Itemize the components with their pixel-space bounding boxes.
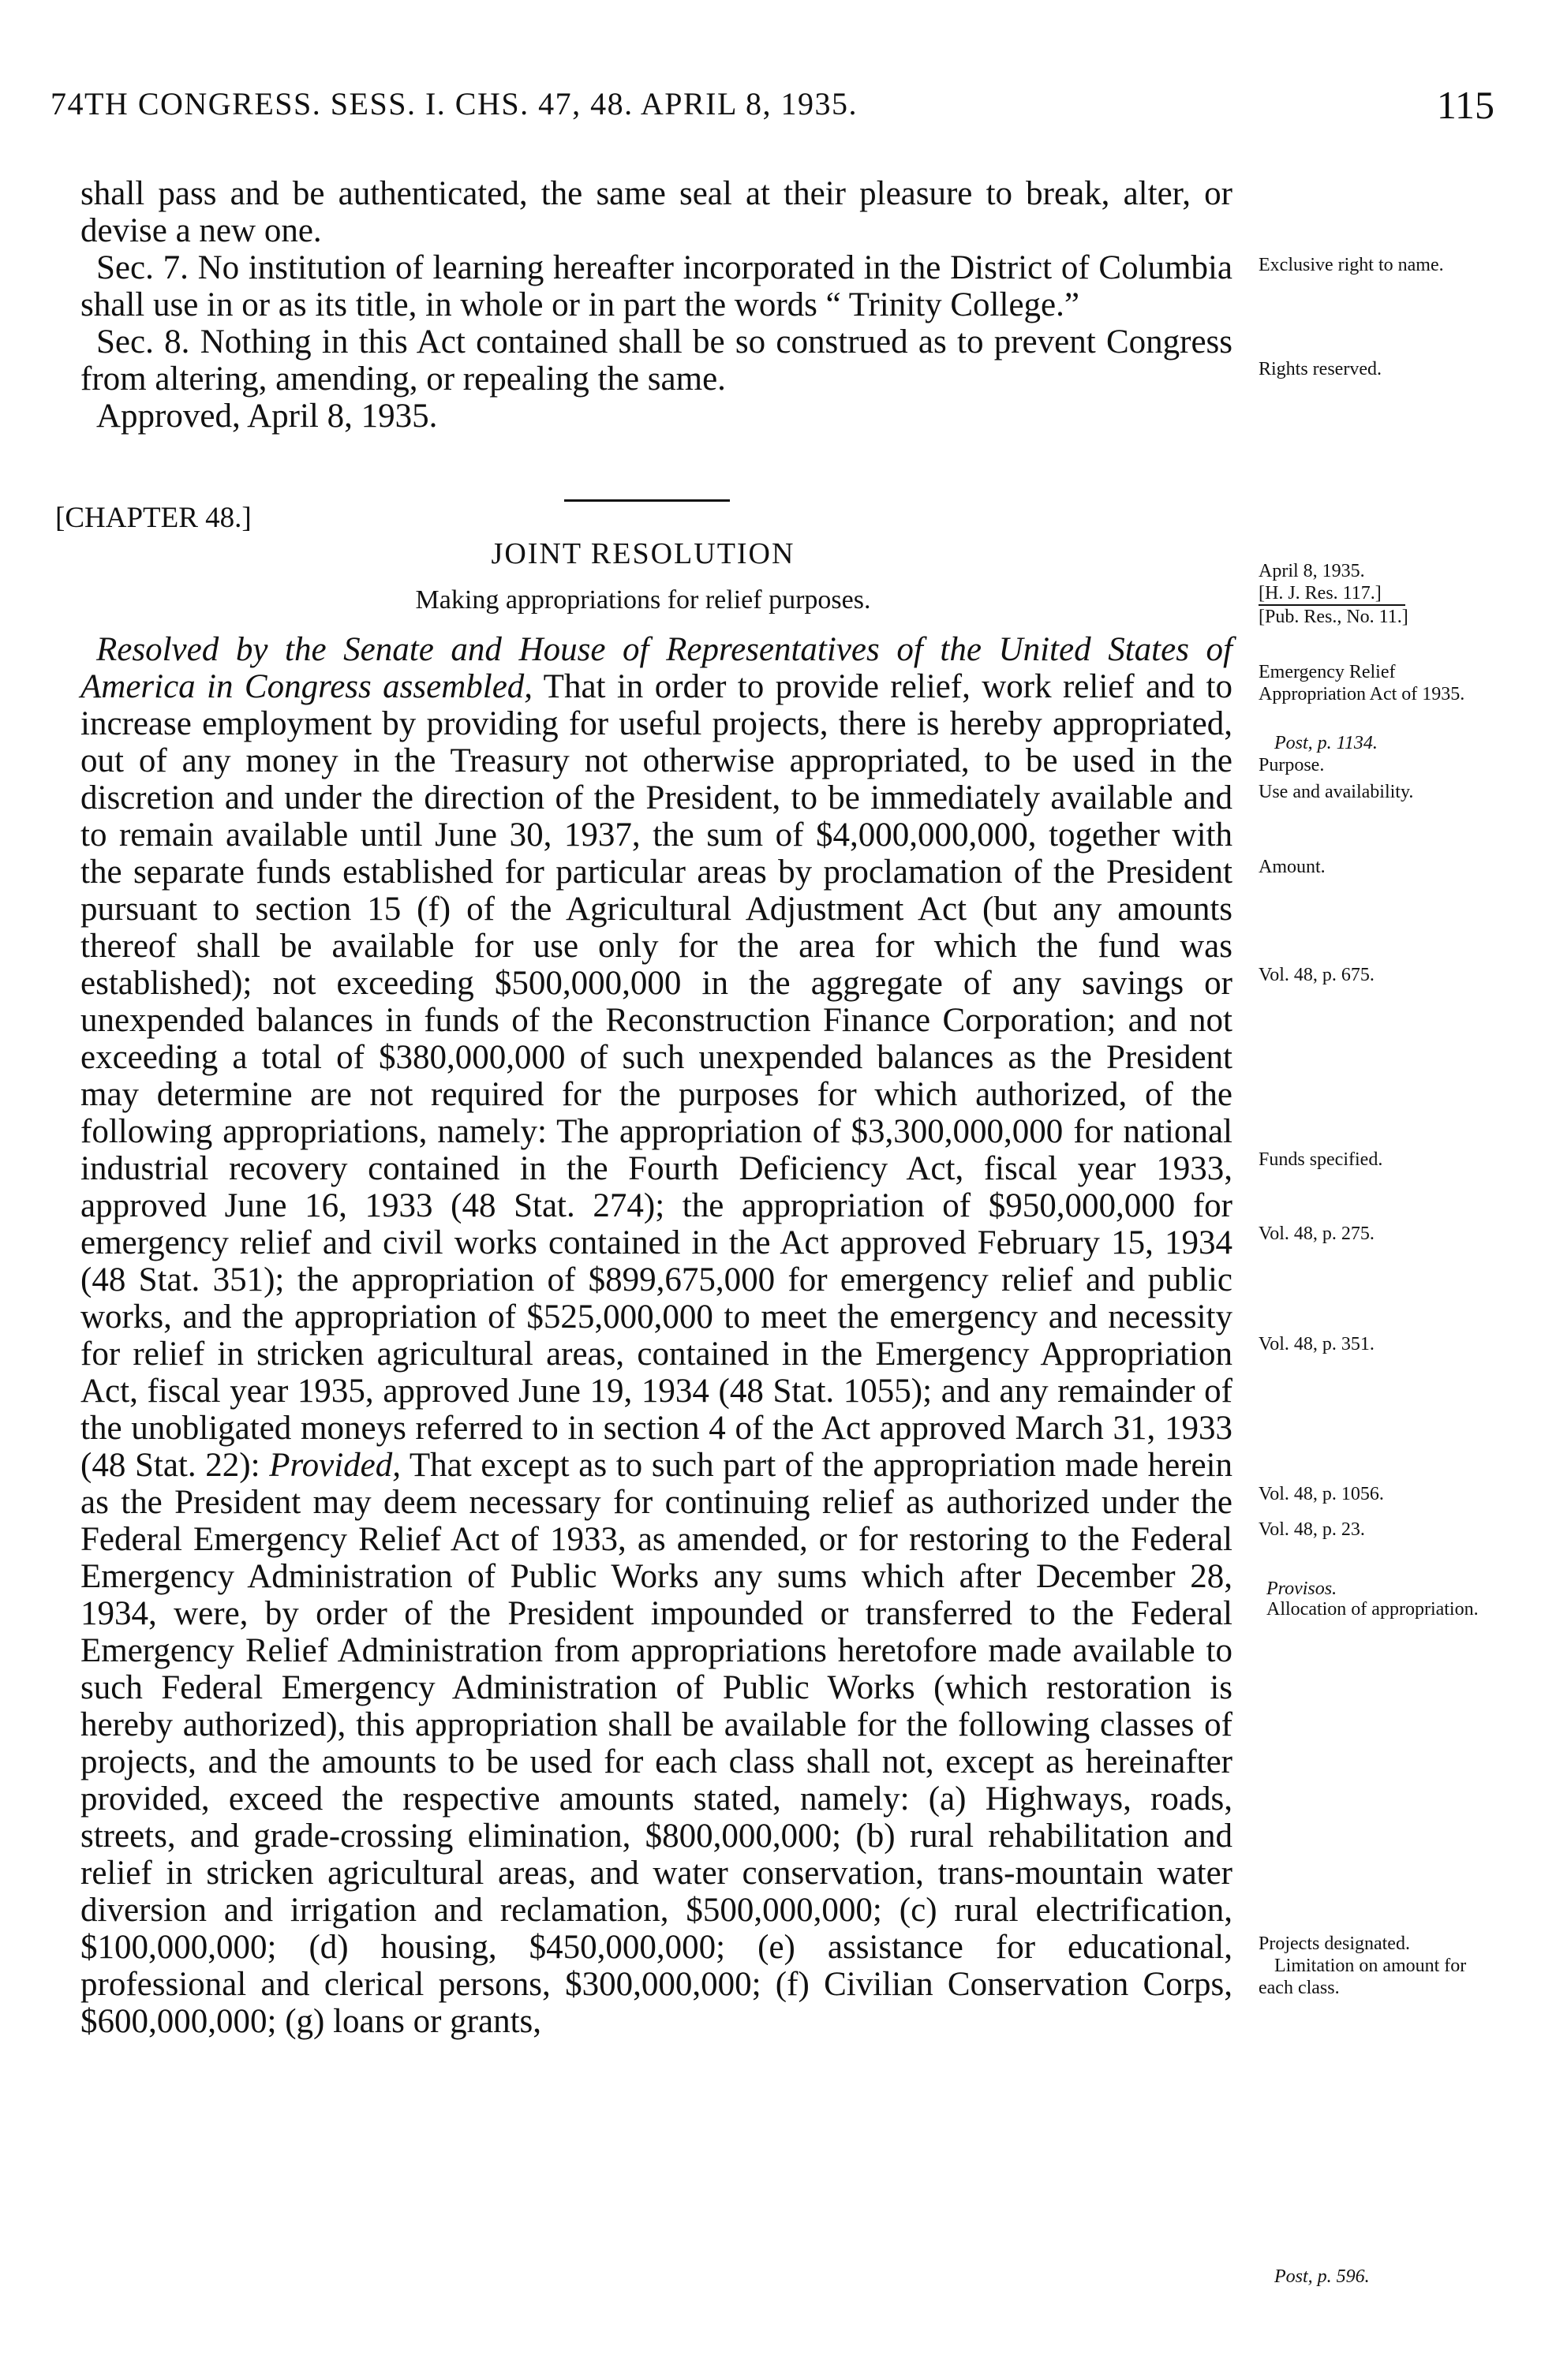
section-7-text: No institution of learning hereafter incorporated in the District of Columbia shall use in or as its title, in whole or in part the words “ Trinity College.” (80, 249, 1232, 323)
resolution-paragraph (80, 631, 1232, 2040)
section-8-text: Nothing in this Act contained shall be so construed as to prevent Congress from altering, amending, or repealing the same. (80, 323, 1233, 398)
margin-note-post-1134: Post, p. 1134. (1274, 733, 1378, 753)
page-number: 115 (1436, 83, 1494, 127)
section-7 (80, 249, 1232, 323)
resolution-date: April 8, 1935. (1259, 561, 1365, 581)
section-divider (564, 499, 730, 502)
margin-note-projects-designated: Projects designated. (1259, 1934, 1410, 1954)
joint-resolution-subtitle: Making appropriations for relief purposes. (415, 585, 871, 615)
margin-note-allocation: Allocation of appropriation. (1266, 1599, 1479, 1620)
provided-word: Provided, (269, 1447, 402, 1484)
margin-note-funds-specified: Funds specified. (1259, 1149, 1383, 1170)
running-head-title: 74TH CONGRESS. SESS. I. CHS. 47, 48. APRIL 8, 1935. (50, 86, 858, 121)
resolution-date-block (1259, 560, 1495, 628)
approved-line: Approved, April 8, 1935. (96, 398, 438, 435)
chapter47-continuation (80, 175, 1232, 435)
enacting-clause: Resolved by the Senate and House of Representatives of the United States of America in Congress assembled, (80, 631, 1232, 705)
running-header (50, 85, 1494, 140)
hj-res-number: [H. J. Res. 117.] (1259, 582, 1405, 606)
margin-note-post-596: Post, p. 596. (1274, 2266, 1370, 2287)
section-8-label: Sec. 8. (96, 323, 190, 361)
margin-note-vol48-23: Vol. 48, p. 23. (1259, 1519, 1365, 1540)
body-text-1: That in order to provide relief, work relief and to increase employment by providing for useful projects, there is hereby appropriated, out of any money in the Treasury not otherwise appropriated, to be used in the discretion and under the direction of the President, to be immediately available and to remain available until June 30, 1937, the sum of $4,000,000,000, together with the separate funds established for particular areas by proclamation of the President pursuant to section 15 (f) of the Agricultural Adjustment Act (but any amounts thereof shall be available for use only for the area for which the fund was established); not exceeding $500,000,000 in the aggregate of any savings or unexpended balances in funds of the Reconstruction Finance Corporation; and not exceeding a total of $380,000,000 of such unexpended balances as the President may determine are not required for the purposes for which authorized, of the following appropriations, namely: The appropriation of $3,300,000,000 for national industrial recovery contained in the Fourth Deficiency Act, fiscal year 1933, approved June 16, 1933 (48 Stat. 274); the appropriation of $950,000,000 for emergency relief and civil works contained in the Act approved February 15, 1934 (48 Stat. 351); the appropriation of $899,675,000 for emergency relief and public works, and the appropriation of $525,000,000 to meet the emergency and necessity for relief in stricken agricultural areas, contained in the Emergency Appropriation Act, fiscal year 1935, approved June 19, 1934 (48 Stat. 1055); and any remainder of the unobligated moneys referred to in section 4 of the Act approved March 31, 1933 (48 Stat. 22): (80, 668, 1232, 1484)
margin-note-purpose: Purpose. (1259, 755, 1325, 775)
resolution-body (80, 631, 1232, 2040)
margin-note-emergency-relief: Emergency Relief Appropriation Act of 1935. (1259, 662, 1465, 704)
joint-resolution-title: JOINT RESOLUTION (491, 537, 795, 570)
margin-note-vol48-1056: Vol. 48, p. 1056. (1259, 1484, 1384, 1504)
margin-note-exclusive-right: Exclusive right to name. (1259, 255, 1444, 275)
margin-note-vol48-675: Vol. 48, p. 675. (1259, 965, 1375, 985)
section-8 (80, 323, 1232, 398)
margin-note-amount: Amount. (1259, 857, 1326, 877)
margin-note-vol48-351: Vol. 48, p. 351. (1259, 1334, 1375, 1354)
pub-res-number: [Pub. Res., No. 11.] (1259, 607, 1408, 627)
section-7-label: Sec. 7. (96, 249, 189, 286)
margin-note-provisos: Provisos. (1266, 1579, 1337, 1599)
margin-note-limitation: Limitation on amount for each class. (1259, 1956, 1467, 1998)
margin-note-use-availability: Use and availability. (1259, 782, 1414, 802)
body-text-2: That except as to such part of the appropriation made herein as the President may deem necessary for continuing relief as authorized under the Federal Emergency Relief Act of 1933, as amended, or for restoring to the Federal Emergency Administration of Public Works any sums which after December 28, 1934, were, by order of the President impounded or transferred to the Federal Emergency Relief Administration from appropriations heretofore made available to such Federal Emergency Administration of Public Works (which restoration is hereby authorized), this appropriation shall be available for the following classes of projects, and the amounts to be used for each class shall not, except as hereinafter provided, exceed the respective amounts stated, namely: (a) Highways, roads, streets, and grade-crossing elimination, $800,000,000; (b) rural rehabilitation and relief in stricken agricultural areas, and water conservation, trans-mountain water diversion and irrigation and reclamation, $500,000,000; (c) rural electrification, $100,000,000; (d) housing, $450,000,000; (e) assistance for educational, professional and clerical persons, $300,000,000; (f) Civilian Conservation Corps, $600,000,000; (g) loans or grants, (80, 1447, 1233, 2040)
chapter-label: [CHAPTER 48.] (55, 502, 252, 534)
margin-note-rights-reserved: Rights reserved. (1259, 359, 1382, 379)
para-seal: shall pass and be authenticated, the same seal at their pleasure to break, alter, or devise a new one. (80, 175, 1232, 249)
margin-note-vol48-275: Vol. 48, p. 275. (1259, 1224, 1375, 1244)
